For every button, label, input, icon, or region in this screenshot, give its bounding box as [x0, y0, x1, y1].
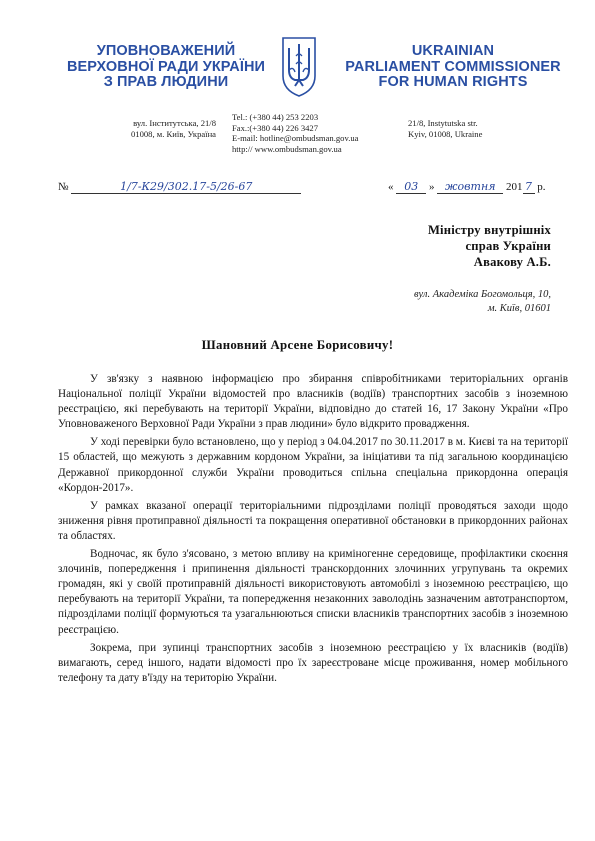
org-en-line: FOR HUMAN RIGHTS	[378, 74, 528, 90]
address-ukrainian	[86, 118, 216, 139]
address-english	[408, 118, 482, 139]
body-paragraph: Зокрема, при зупинці транспортних засобів з іноземною реєстрацією у їх власників (водіїв) вимагають, серед іншого, надати відомості про їх зареєстроване місце проживання, номер мобільного телефону та дату в'їзду на територію України.	[58, 641, 568, 684]
salutation: Шановний Арсене Борисовичу!	[201, 338, 394, 352]
year-prefix: 201	[506, 181, 523, 193]
org-en-line: UKRAINIAN	[411, 43, 495, 59]
org-ua-line: УПОВНОВАЖЕНИЙ	[96, 43, 236, 59]
trident-coat-of-arms-icon	[281, 36, 317, 98]
handwritten-year-digit: 7	[523, 180, 535, 194]
address-line: Kyiv, 01008, Ukraine	[408, 128, 483, 139]
phone-number: Tel.: (+380 44) 253 2203	[232, 112, 319, 122]
body-paragraph: У рамках вказаної операції територіальними підрозділами поліції проводяться заходи щодо зниження рівня протиправної діяльності та покращення оперативної обстановки в прикордонних районах та областях.	[58, 499, 568, 542]
recipient-block	[428, 222, 551, 270]
body-paragraph: У зв'язку з наявною інформацією про збирання співробітниками територіальних органів Національної поліції України відомостей про власників (водіїв) транспортних засобів з іноземною реєстрацією, які перебувають на території України, відповідно до статей 16, 17 Закону України «Про Уповноваженого Верховної Ради України з прав людини» було відкрито провадження.	[58, 373, 568, 431]
recipient-street: вул. Академіка Богомольця, 10,	[413, 289, 551, 300]
quote-open: «	[388, 181, 394, 193]
org-ua-line: ВЕРХОВНОЇ РАДИ УКРАЇНИ	[66, 58, 266, 75]
email-address: E-mail: hotline@ombudsman.gov.ua	[232, 133, 359, 143]
letter-body	[58, 372, 568, 689]
org-en-line: PARLIAMENT COMMISSIONER	[345, 58, 561, 75]
handwritten-month: жовтня	[437, 180, 503, 194]
fax-number: Fax.:(+380 44) 226 3427	[232, 122, 319, 133]
address-line: 21/8, Instytutska str.	[408, 118, 478, 128]
address-line: 01008, м. Київ, Україна	[130, 128, 216, 139]
quote-close: »	[429, 181, 435, 193]
recipient-address	[414, 288, 551, 315]
recipient-line: Міністру внутрішніх	[427, 223, 551, 237]
number-sign: №	[58, 181, 69, 193]
org-name-english	[342, 44, 564, 91]
body-paragraph: Водночас, як було з'ясовано, з метою впливу на криміногенне середовище, профілактики скоєння злочинів, попередження і припинення діяльності транскордонних злочинних угрупувань та окремих громадян, які у своїй протиправній діяльності використовують автомобілі з іноземною реєстрацією, що перебувають на території України, та попередження незаконних заволодінь зазначеним автотранспортом, підрозділами поліції формуються та узагальнюються списки власників транспортних засобів з іноземною реєстрацією.	[58, 548, 568, 636]
contact-block	[232, 112, 358, 154]
org-name-ukrainian	[54, 44, 278, 91]
address-line: вул. Інститутська, 21/8	[133, 118, 216, 128]
body-paragraph: У ході перевірки було встановлено, що у період з 04.04.2017 по 30.11.2017 в м. Києві та на території 15 областей, що межують з державним кордоном України, за ініціативи та під загальною координацією Державної прикордонної служби України проводиться спільна спеціальна прикордонна операція «Кордон-2017».	[58, 436, 569, 494]
recipient-line: Авакову А.Б.	[473, 255, 551, 269]
outgoing-number	[58, 180, 301, 194]
website-address: http:// www.ombudsman.gov.ua	[232, 143, 342, 154]
recipient-line: справ України	[465, 239, 551, 253]
handwritten-day: 03	[396, 180, 426, 194]
recipient-city: м. Київ, 01601	[487, 302, 551, 314]
org-ua-line: З ПРАВ ЛЮДИНИ	[103, 74, 229, 90]
year-unit: р.	[537, 181, 546, 193]
handwritten-number: 1/7-К29/302.17-5/26-67	[71, 180, 301, 194]
letter-date	[388, 180, 546, 194]
